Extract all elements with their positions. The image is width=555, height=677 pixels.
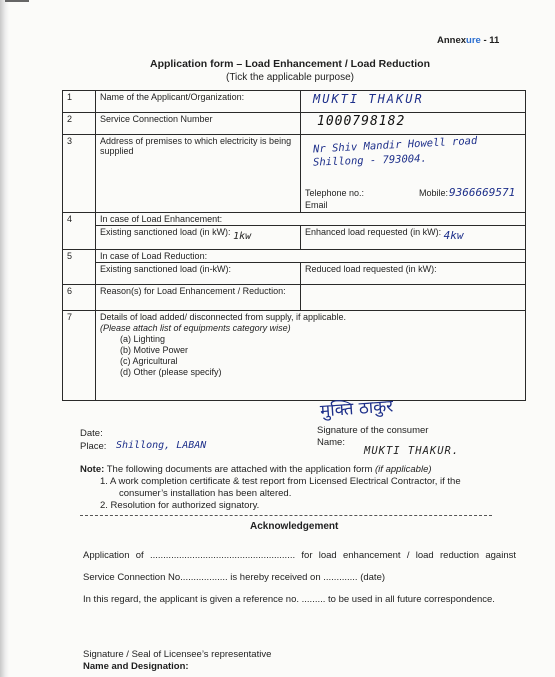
service-connection-label: Service Connection Number [96,113,301,135]
table-row [63,213,526,226]
reduced-load-field[interactable] [301,263,526,285]
applicant-name-field[interactable] [301,91,526,113]
row-number: 2 [63,113,96,135]
acknowledgement-paragraph-2: In this regard, the applicant is given a reference no. ......... to be used in all future correspondence. [83,594,495,605]
table-row [63,263,526,285]
existing-load-field[interactable] [96,226,301,250]
address-label: Address of premises to which electricity is being supplied [96,135,301,213]
licensee-signature-label: Signature / Seal of Licensee’s representative [83,649,272,660]
applicant-name-label: Name of the Applicant/Organization: [96,91,301,113]
signature-caption: Signature of the consumer [317,425,429,436]
table-row [63,250,526,263]
service-connection-field[interactable] [301,113,526,135]
load-category-item: (a) Lighting [120,334,166,344]
acknowledgement-heading: Acknowledgement [250,521,339,532]
service-connection-value: 1000798182 [317,114,406,129]
reason-field[interactable] [301,285,526,311]
reduced-load-label: Reduced load requested (in kW): [305,264,437,274]
address-line-1: Nr Shiv Mandir Howell road [312,134,478,156]
acknowledgement-paragraph-1: Application of ....................................................... for load enhancement / load reduction against Service Connection No.................. is hereby received on ............. (date) [83,550,516,583]
reason-label: Reason(s) for Load Enhancement / Reduction: [96,285,301,311]
note-text: The following documents are attached with the application form [106,464,373,475]
enhanced-load-field[interactable] [301,226,526,250]
load-category-item: (c) Agricultural [120,356,178,366]
row-number: 6 [63,285,96,311]
load-category-item: (d) Other (please specify) [120,367,222,377]
acknowledgement-body [83,545,516,611]
scan-mark [5,0,29,2]
applicant-name-value: MUKTI THAKUR [313,92,424,106]
mobile-label: Mobile: [419,188,449,198]
address-field[interactable] [301,135,526,213]
form-title [120,58,460,84]
application-table [62,90,526,401]
note-item-1-cont: consumer’s installation has been altered. [119,488,292,499]
note-if-applicable: (if applicable) [375,464,432,475]
scan-edge-shadow [0,0,9,677]
load-details-field[interactable] [96,311,526,401]
existing-load-value: 1kw [233,231,252,242]
name-designation-label: Name and Designation: [83,661,189,672]
date-label: Date: [80,428,103,439]
place-label: Place: [80,441,107,452]
table-row [63,311,526,401]
place-value: Shillong, LABAN [116,440,207,451]
enhanced-load-value: 4kw [443,229,464,242]
email-label: Email [305,200,328,210]
consumer-signature: मुक्ति ठाकुर [319,396,394,422]
annexure-label: Annexure - 11 [437,35,500,46]
existing-load-reduction-label: Existing sanctioned load (in-kW): [100,264,232,274]
load-category-item: (b) Motive Power [120,345,189,355]
row-number: 7 [63,311,96,401]
enhanced-load-label: Enhanced load requested (in kW): [305,227,442,237]
consumer-name-value: MUKTI THAKUR. [364,445,460,457]
existing-load-label: Existing sanctioned load (in kW): [100,227,231,237]
consumer-name-label: Name: [317,437,345,448]
telephone-label: Telephone no.: [305,188,365,198]
load-details-label: Details of load added/ disconnected from supply, if applicable. [100,312,346,322]
form-title-text: Application form – Load Enhancement / Load Reduction [149,58,431,70]
form-subtitle: (Tick the applicable purpose) [225,72,355,83]
table-row [63,113,526,135]
note-label: Note: [80,464,105,475]
table-row [63,135,526,213]
table-row [63,285,526,311]
load-enhancement-label: In case of Load Enhancement: [96,213,526,226]
load-reduction-label: In case of Load Reduction: [96,250,526,263]
separator-line [80,515,492,516]
row-number: 3 [63,135,96,213]
address-line-2: Shillong - 793004. [312,152,428,169]
mobile-value: 9366669571 [449,186,516,199]
row-number: 1 [63,91,96,113]
attachments-note [80,464,520,512]
table-row [63,91,526,113]
note-item-2: 2. Resolution for authorized signatory. [100,500,260,511]
note-item-1: 1. A work completion certificate & test report from Licensed Electrical Contractor, if the [100,476,461,487]
row-number: 5 [63,250,96,285]
row-number: 4 [63,213,96,250]
existing-load-reduction-field[interactable] [96,263,301,285]
load-details-note: (Please attach list of equipments category wise) [100,323,291,333]
table-row [63,226,526,250]
